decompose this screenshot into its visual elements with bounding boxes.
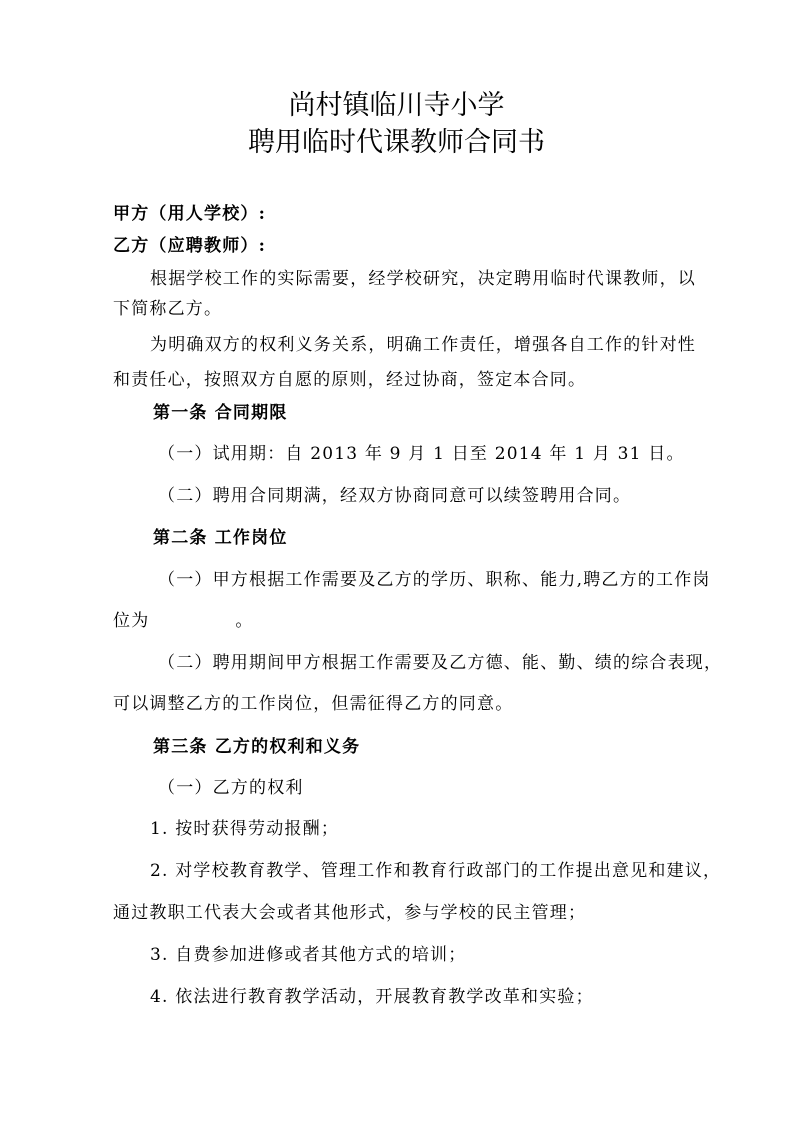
document-title-school: 尚村镇临川寺小学 bbox=[288, 90, 505, 121]
position-suffix: 。 bbox=[235, 611, 254, 631]
article-2-item-1-line-1: （一）甲方根据工作需要及乙方的学历、职称、能力,聘乙方的工作岗 bbox=[158, 570, 711, 590]
article-3-subheading-rights: （一）乙方的权利 bbox=[158, 778, 304, 798]
article-1-item-2: （二）聘用合同期满，经双方协商同意可以续签聘用合同。 bbox=[158, 486, 632, 506]
right-item-4: 4. 依法进行教育教学活动，开展教育教学改革和实验； bbox=[150, 987, 594, 1007]
party-b-label: 乙方（应聘教师）: bbox=[113, 236, 267, 256]
intro-paragraph-1-line-1: 根据学校工作的实际需要，经学校研究，决定聘用临时代课教师，以 bbox=[150, 269, 696, 289]
position-prefix: 位为 bbox=[113, 611, 150, 631]
document-title-contract: 聘用临时代课教师合同书 bbox=[248, 127, 545, 158]
intro-paragraph-1-line-2: 下简称乙方。 bbox=[113, 299, 223, 319]
article-2-item-2-line-1: （二）聘用期间甲方根据工作需要及乙方德、能、勤、绩的综合表现， bbox=[158, 653, 723, 673]
article-2-heading: 第二条 工作岗位 bbox=[153, 528, 288, 548]
party-a-label: 甲方（用人学校）: bbox=[113, 204, 267, 224]
right-item-2-line-1: 2. 对学校教育教学、管理工作和教育行政部门的工作提出意见和建议， bbox=[150, 861, 722, 881]
article-3-heading: 第三条 乙方的权利和义务 bbox=[153, 737, 361, 757]
article-2-item-2-line-2: 可以调整乙方的工作岗位，但需征得乙方的同意。 bbox=[113, 694, 514, 714]
right-item-3: 3. 自费参加进修或者其他方式的培训； bbox=[150, 945, 467, 965]
intro-paragraph-2-line-1: 为明确双方的权利义务关系，明确工作责任，增强各自工作的针对性 bbox=[150, 335, 696, 355]
article-2-item-1-line-2 bbox=[113, 610, 254, 632]
intro-paragraph-2-line-2: 和责任心，按照双方自愿的原则，经过协商，签定本合同。 bbox=[113, 370, 587, 390]
right-item-2-line-2: 通过教职工代表大会或者其他形式，参与学校的民主管理； bbox=[113, 903, 587, 923]
article-1-heading: 第一条 合同期限 bbox=[153, 403, 288, 423]
right-item-1: 1. 按时获得劳动报酬； bbox=[150, 819, 340, 839]
article-1-item-1: （一）试用期：自 2013 年 9 月 1 日至 2014 年 1 月 31 日。 bbox=[158, 444, 685, 464]
